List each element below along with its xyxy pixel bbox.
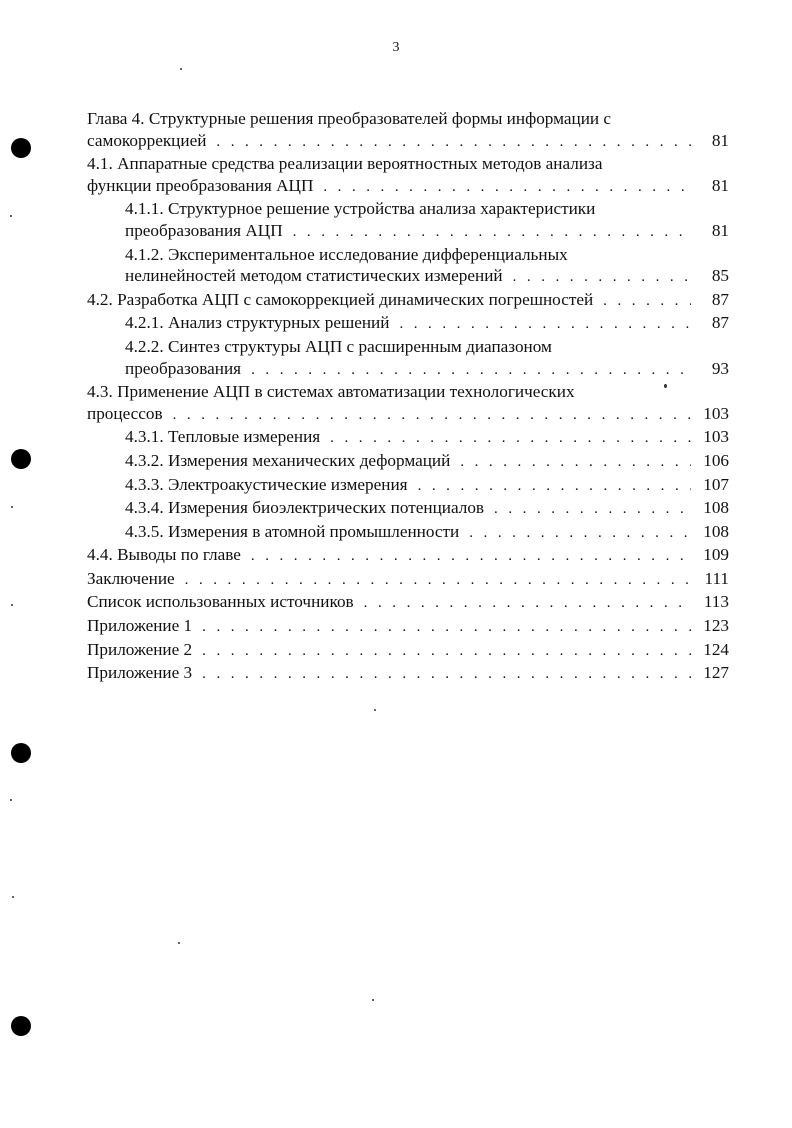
scan-speck [10,215,12,217]
toc-entry-line [87,289,729,313]
toc-dot-leader [469,523,691,545]
binder-hole-4 [11,1016,31,1036]
toc-entry-line [125,244,729,266]
toc-entry-line [87,662,729,686]
toc-page-number: 127 [703,663,729,683]
toc-entry-title: 4.4. Выводы по главе [87,545,241,565]
toc-dot-leader [251,360,691,382]
scan-speck [10,799,12,801]
toc-page-number: 87 [711,313,729,333]
toc-entry-title: 4.3. Применение АЦП в системах автоматизации технологических [87,382,575,402]
toc-dot-leader [185,570,691,592]
toc-entry-line [125,312,729,336]
toc-entry-line [87,130,729,154]
toc-entry [87,615,729,639]
toc-entry [87,662,729,686]
toc-dot-leader [513,267,691,289]
toc-entry [87,289,729,313]
binder-hole-3 [11,743,31,763]
scan-speck [374,709,376,711]
scan-speck [180,68,182,70]
toc-entry-title: 4.2.2. Синтез структуры АЦП с расширенным диапазоном [125,336,552,356]
toc-entry-line [125,265,729,289]
toc-entry-title: Глава 4. Структурные решения преобразователей формы информации с [87,109,612,128]
scan-speck [178,942,180,944]
toc-entry-title: процессов [87,403,163,423]
toc-entry-line [87,639,729,663]
toc-entry-title: 4.1. Аппаратные средства реализации вероятностных методов анализа [87,154,603,174]
toc-entry [87,381,729,426]
toc-dot-leader [251,546,691,568]
toc-entry [87,198,729,243]
toc-entry [87,497,729,521]
toc-entry [87,568,729,592]
toc-entry [87,244,729,289]
toc-page-number: 113 [703,592,729,612]
scan-speck [12,896,14,898]
toc-dot-leader [216,132,691,154]
toc-entry-title: Приложение 3 [87,663,193,683]
toc-entry-line [87,544,729,568]
toc-entry-line [125,450,729,474]
toc-entry-title: Приложение 2 [87,639,193,659]
toc-entry-line [87,153,729,175]
toc-entry [87,521,729,545]
toc-entry [87,474,729,498]
toc-entry-title: нелинейностей методом статистических измерений [125,266,503,286]
table-of-contents [87,108,729,686]
toc-dot-leader [202,617,691,639]
toc-entry-title: 4.2.1. Анализ структурных решений [125,313,390,333]
toc-page-number: 103 [703,427,729,447]
toc-entry-title: преобразования [125,358,242,378]
toc-entry-title: 4.2. Разработка АЦП с самокоррекцией динамических погрешностей [87,289,594,309]
toc-entry-line [87,108,729,130]
toc-entry-title: 4.3.1. Тепловые измерения [125,427,321,447]
toc-entry [87,450,729,474]
toc-dot-leader [330,428,691,450]
toc-dot-leader [323,177,691,199]
toc-entry-title: 4.3.3. Электроакустические измерения [125,474,408,494]
toc-dot-leader [293,222,691,244]
toc-entry-line [125,358,729,382]
toc-entry-title: 4.3.2. Измерения механических деформаций [125,450,451,470]
toc-entry [87,639,729,663]
toc-entry-title: функции преобразования АЦП [87,175,314,195]
toc-entry-line [125,426,729,450]
toc-entry-title: Список использованных источников [87,592,354,612]
toc-entry-line [87,591,729,615]
toc-entry-line [87,175,729,199]
toc-dot-leader [399,314,691,336]
toc-entry-line [87,568,729,592]
toc-entry-title: Приложение 1 [87,616,193,636]
toc-page-number: 106 [703,450,729,470]
toc-page-number: 108 [703,521,729,541]
toc-entry-line [125,336,729,358]
toc-entry [87,426,729,450]
toc-entry-line [125,198,729,220]
scan-speck [664,384,667,388]
toc-page-number: 109 [703,545,729,565]
toc-entry-title: 4.1.2. Экспериментальное исследование дифференциальных [125,244,568,264]
toc-entry-title: самокоррекцией [87,130,207,150]
toc-entry-line [87,381,729,403]
toc-entry-line [125,497,729,521]
toc-entry [87,312,729,336]
toc-entry [87,108,729,153]
toc-page-number: 93 [711,358,729,378]
toc-page-number: 123 [703,616,729,636]
toc-dot-leader [202,641,691,663]
toc-entry-title: 4.3.5. Измерения в атомной промышленности [125,521,460,541]
toc-entry-title: Заключение [87,568,175,588]
toc-dot-leader [418,476,691,498]
toc-dot-leader [364,593,691,615]
toc-dot-leader [202,664,691,686]
page-number: 3 [392,40,400,55]
toc-entry-line [125,220,729,244]
toc-dot-leader [173,405,691,427]
toc-entry-title: 4.3.4. Измерения биоэлектрических потенциалов [125,498,485,518]
toc-entry-title: преобразования АЦП [125,220,283,240]
toc-page-number: 81 [711,220,729,240]
scan-speck [11,604,13,606]
toc-entry-line [125,521,729,545]
scan-speck [11,506,13,508]
toc-entry [87,544,729,568]
toc-entry-line [87,403,729,427]
toc-page-number: 81 [711,130,729,150]
toc-entry [87,153,729,198]
toc-entry-line [125,474,729,498]
toc-dot-leader [603,291,691,313]
toc-entry [87,336,729,381]
toc-page-number: 103 [703,403,729,423]
toc-page-number: 85 [711,266,729,286]
scan-speck [372,999,374,1001]
toc-dot-leader [460,452,691,474]
toc-page-number: 107 [703,474,729,494]
toc-page-number: 124 [703,639,729,659]
toc-page-number: 108 [703,498,729,518]
toc-entry [87,591,729,615]
toc-page-number: 81 [711,175,729,195]
toc-page-number: 87 [711,289,729,309]
binder-hole-2 [11,449,31,469]
binder-hole-1 [11,138,31,158]
toc-page-number: 111 [704,568,729,588]
toc-dot-leader [494,499,691,521]
toc-entry-line [87,615,729,639]
toc-entry-title: 4.1.1. Структурное решение устройства анализа характеристики [125,199,596,219]
